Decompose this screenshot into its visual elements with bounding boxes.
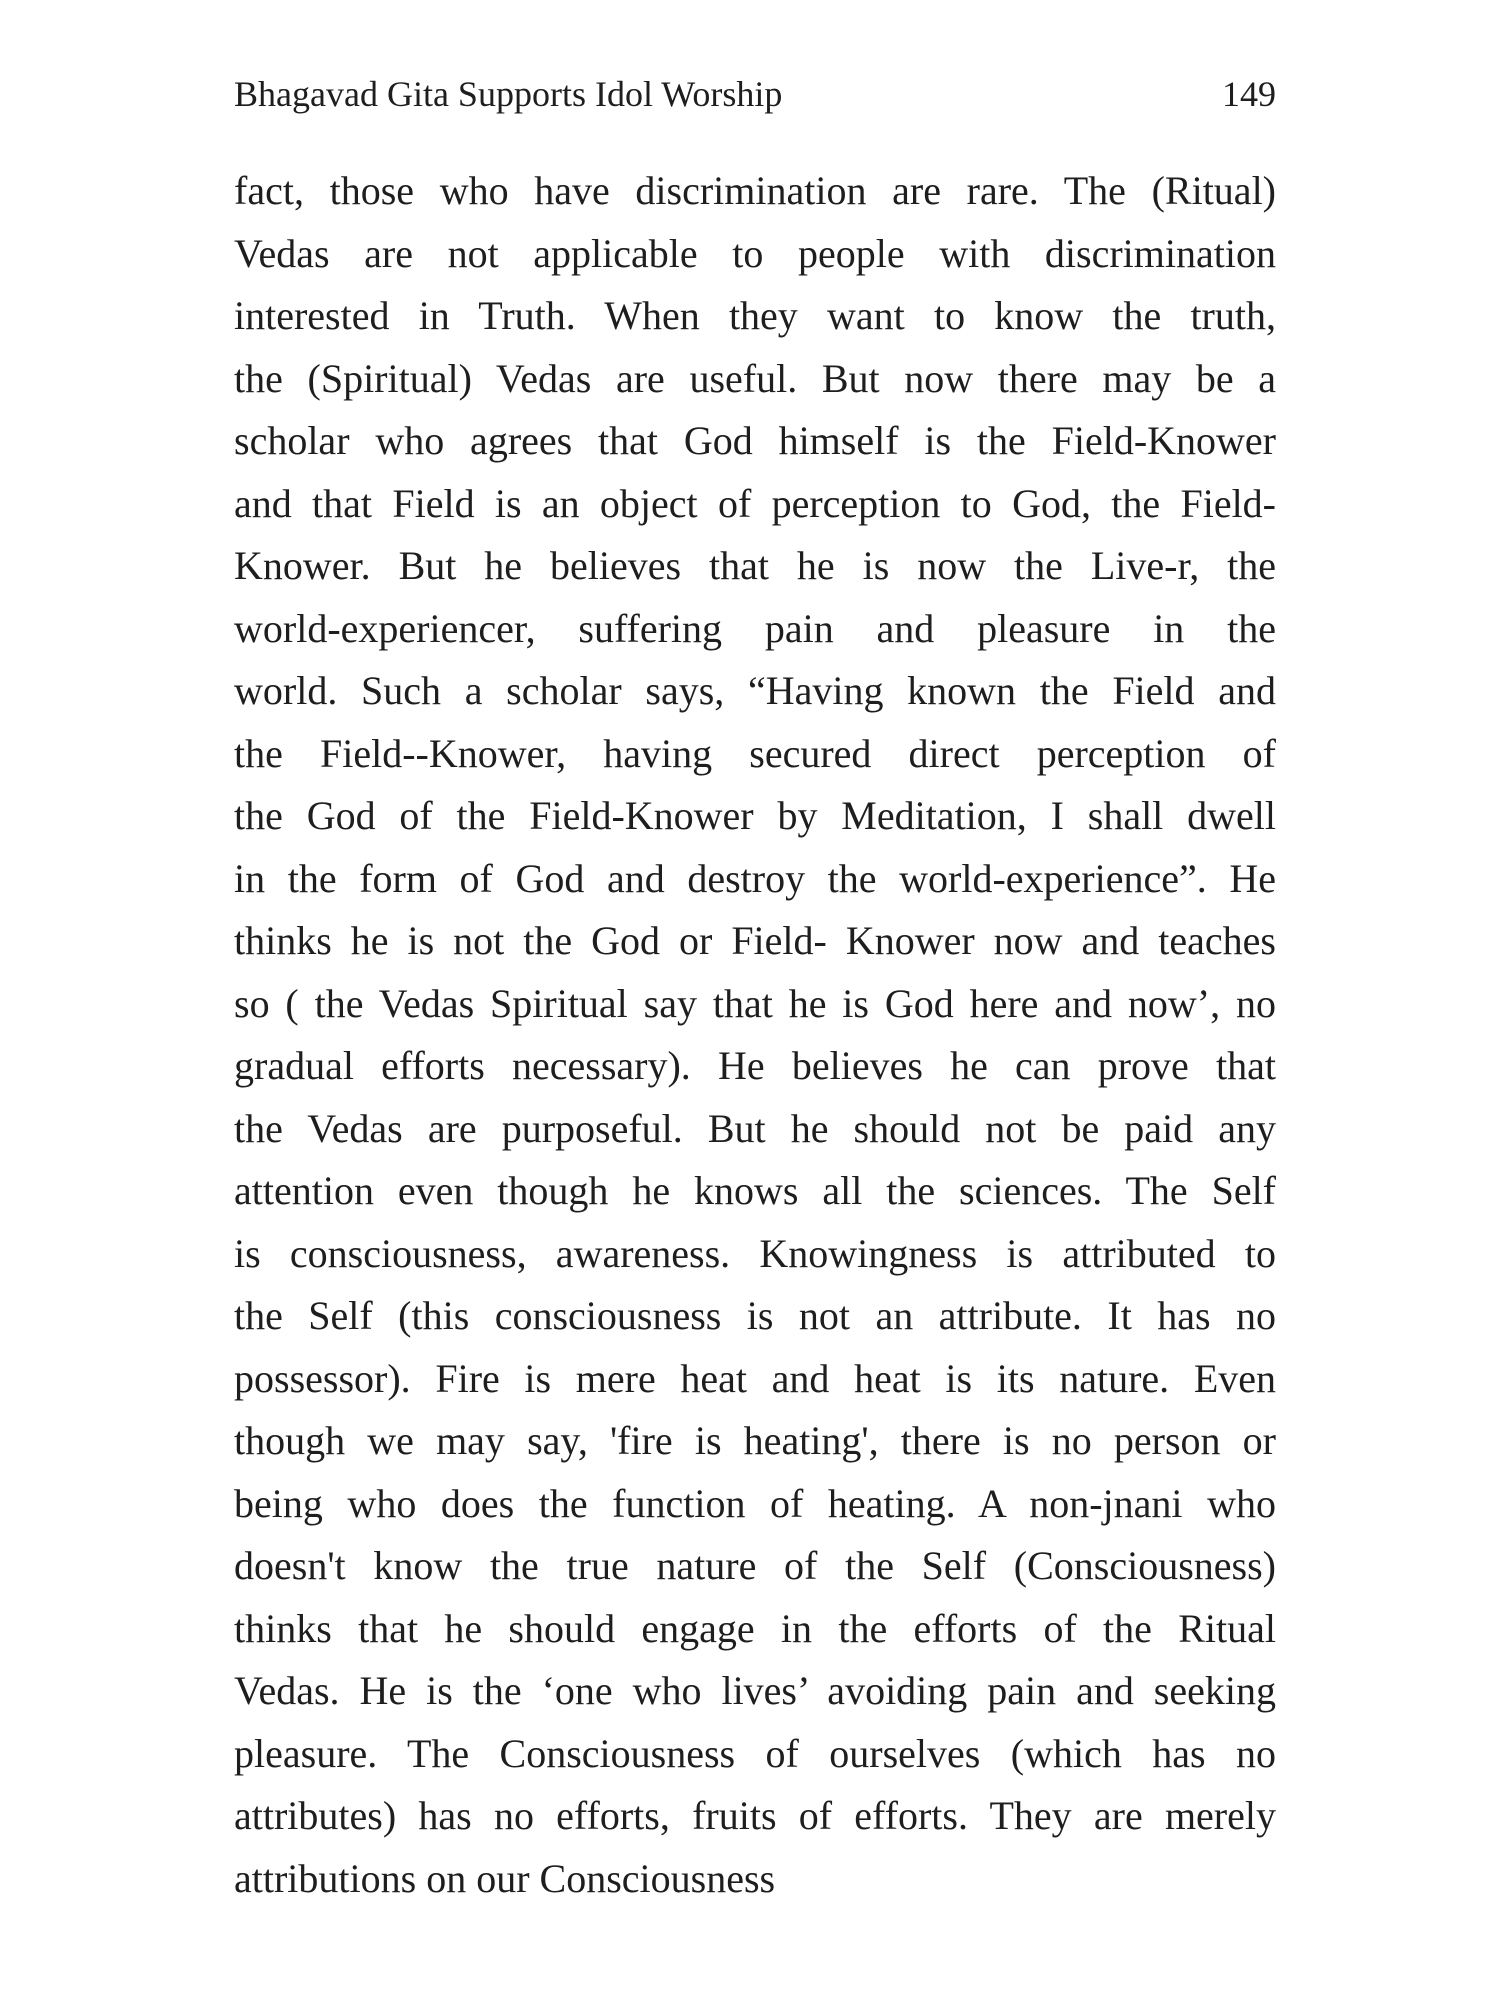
- text-line: the God of the Field-Knower by Meditation, I shall dwell: [234, 793, 1276, 838]
- text-line: fact, those who have discrimination are rare. The (Ritual): [234, 168, 1276, 213]
- text-line: the Field--Knower, having secured direct perception of: [234, 730, 1276, 776]
- text-line: world-experiencer, suffering pain and pleasure in the: [234, 605, 1276, 651]
- text-line: the Self (this consciousness is not an attribute. It has no: [234, 1293, 1276, 1338]
- text-line: world. Such a scholar says, “Having known the Field and: [234, 668, 1276, 713]
- text-line: being who does the function of heating. A non-jnani who: [234, 1480, 1276, 1526]
- text-line: in the form of God and destroy the world-experience”. He: [234, 855, 1276, 901]
- text-line: thinks that he should engage in the efforts of the Ritual: [234, 1605, 1276, 1651]
- text-line: doesn't know the true nature of the Self (Consciousness): [234, 1543, 1276, 1588]
- text-line: Knower. But he believes that he is now the Live-r, the: [234, 543, 1276, 588]
- running-title: Bhagavad Gita Supports Idol Worship: [234, 74, 783, 114]
- text-line: and that Field is an object of perception to God, the Field-: [234, 480, 1276, 526]
- running-header: [234, 70, 1276, 118]
- page-number: 149: [1222, 74, 1276, 114]
- text-line: interested in Truth. When they want to know the truth,: [234, 293, 1276, 338]
- text-line: possessor). Fire is mere heat and heat is its nature. Even: [234, 1355, 1276, 1401]
- text-line: Vedas. He is the ‘one who lives’ avoiding pain and seeking: [234, 1668, 1276, 1713]
- text-line: so ( the Vedas Spiritual say that he is God here and now’, no: [234, 980, 1276, 1026]
- text-line: pleasure. The Consciousness of ourselves (which has no: [234, 1730, 1276, 1776]
- text-line: though we may say, 'fire is heating', there is no person or: [234, 1418, 1276, 1463]
- text-line: gradual efforts necessary). He believes he can prove that: [234, 1043, 1276, 1088]
- text-line: Vedas are not applicable to people with discrimination: [234, 230, 1276, 276]
- text-line: the Vedas are purposeful. But he should not be paid any: [234, 1105, 1276, 1151]
- text-line: attributions on our Consciousness: [234, 1855, 776, 1901]
- text-line: scholar who agrees that God himself is the Field-Knower: [234, 418, 1276, 463]
- text-line: attention even though he knows all the sciences. The Self: [234, 1168, 1276, 1213]
- text-line: is consciousness, awareness. Knowingness is attributed to: [234, 1230, 1276, 1276]
- body-paragraph: [234, 160, 1276, 1910]
- text-line: the (Spiritual) Vedas are useful. But now there may be a: [234, 355, 1276, 401]
- text-line: thinks he is not the God or Field- Knower now and teaches: [234, 918, 1276, 963]
- text-line: attributes) has no efforts, fruits of efforts. They are merely: [234, 1793, 1276, 1838]
